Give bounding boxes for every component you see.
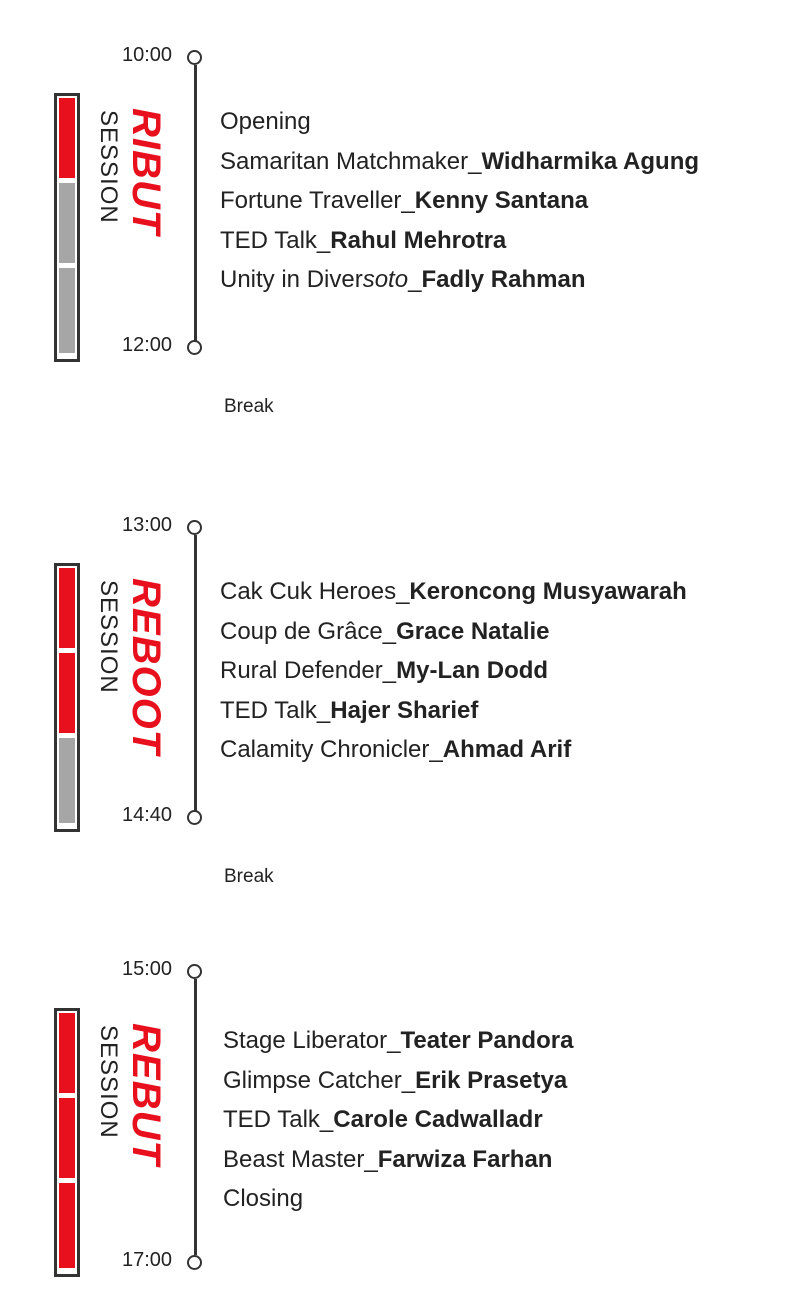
item-speaker: Kenny Santana: [414, 187, 589, 214]
agenda-item: [220, 659, 687, 699]
session-ribut: [0, 40, 800, 370]
timeline-line: [194, 65, 197, 341]
timeline-node-end: [187, 340, 202, 355]
battery-segment: [59, 738, 75, 823]
item-topic: Fortune Traveller_: [220, 187, 415, 214]
item-speaker: Teater Pandora: [400, 1027, 574, 1054]
end-time: 14:40: [122, 804, 173, 826]
agenda-item: [223, 1145, 573, 1188]
item-speaker: Erik Prasetya: [415, 1066, 568, 1094]
agenda-item: [223, 1187, 573, 1227]
item-topic: Beast Master_: [223, 1145, 378, 1173]
agenda-list: [220, 580, 687, 778]
break-label: Break: [224, 866, 274, 887]
item-speaker: Fadly Rahman: [421, 266, 586, 293]
item-topic: Closing: [223, 1185, 304, 1212]
item-topic: TED Talk_: [220, 696, 331, 724]
battery-segment: [59, 1098, 75, 1181]
item-topic-suffix: _: [408, 266, 422, 293]
agenda-item: [220, 189, 699, 229]
agenda-item: [220, 226, 699, 269]
session-title: REBOOT: [124, 578, 168, 756]
item-speaker: Widharmika Agung: [481, 147, 700, 175]
item-topic: Calamity Chronicler_: [220, 736, 443, 763]
agenda-item: [223, 1108, 573, 1148]
progress-battery: [54, 1008, 80, 1277]
start-time: 10:00: [122, 44, 173, 66]
item-speaker: Rahul Mehrotra: [330, 226, 507, 254]
timeline-node-start: [187, 520, 202, 535]
item-speaker: Keroncong Musyawarah: [409, 578, 687, 605]
agenda-item: [220, 580, 687, 620]
agenda-item: [220, 696, 687, 739]
item-speaker: Farwiza Farhan: [377, 1145, 553, 1173]
item-topic: Rural Defender_: [220, 657, 397, 684]
break-label: Break: [224, 396, 274, 417]
item-topic: Unity in Diver: [220, 266, 363, 293]
timeline-node-start: [187, 50, 202, 65]
item-topic: Samaritan Matchmaker_: [220, 147, 482, 175]
item-topic: Stage Liberator_: [223, 1027, 401, 1054]
battery-segment: [59, 1013, 75, 1096]
session-rebut: [0, 955, 800, 1285]
agenda-item: [220, 110, 699, 150]
battery-segment: [59, 183, 75, 266]
session-title: REBUT: [124, 1023, 168, 1166]
progress-battery: [54, 93, 80, 362]
start-time: 13:00: [122, 514, 173, 536]
timeline-node-end: [187, 810, 202, 825]
session-subtitle: SESSION: [95, 580, 122, 694]
agenda-list: [220, 110, 699, 308]
agenda-item: [223, 1029, 573, 1069]
session-title: RIBUT: [124, 108, 168, 236]
session-title-block: [96, 108, 168, 308]
battery-segment: [59, 1183, 75, 1268]
agenda-item: [220, 268, 699, 308]
agenda-list: [223, 1029, 573, 1227]
item-speaker: Carole Cadwalladr: [333, 1106, 543, 1133]
start-time: 15:00: [122, 958, 173, 980]
item-speaker: Ahmad Arif: [442, 736, 572, 763]
end-time: 12:00: [122, 334, 173, 356]
item-topic: Coup de Grâce_: [220, 617, 397, 645]
progress-battery: [54, 563, 80, 832]
item-topic: TED Talk_: [220, 226, 331, 254]
battery-segment: [59, 653, 75, 736]
item-speaker: My-Lan Dodd: [396, 657, 549, 684]
agenda-item: [220, 617, 687, 660]
battery-segment: [59, 268, 75, 353]
battery-segment: [59, 568, 75, 651]
item-topic-italic: soto: [362, 266, 409, 293]
item-speaker: Hajer Sharief: [330, 696, 479, 724]
session-subtitle: SESSION: [95, 1025, 122, 1139]
item-topic: Glimpse Catcher_: [223, 1066, 416, 1094]
timeline-node-start: [187, 964, 202, 979]
end-time: 17:00: [122, 1249, 173, 1271]
session-title-block: [96, 1023, 168, 1223]
timeline-node-end: [187, 1255, 202, 1270]
item-topic: Opening: [220, 108, 311, 135]
item-speaker: Grace Natalie: [396, 617, 550, 645]
item-topic: Cak Cuk Heroes_: [220, 578, 410, 605]
session-reboot: [0, 510, 800, 840]
agenda-item: [223, 1066, 573, 1109]
agenda-item: [220, 147, 700, 190]
agenda-item: [220, 738, 687, 778]
timeline-line: [194, 535, 197, 811]
timeline-line: [194, 979, 197, 1255]
item-topic: TED Talk_: [223, 1106, 334, 1133]
session-title-block: [96, 578, 168, 778]
battery-segment: [59, 98, 75, 181]
session-subtitle: SESSION: [95, 110, 122, 224]
